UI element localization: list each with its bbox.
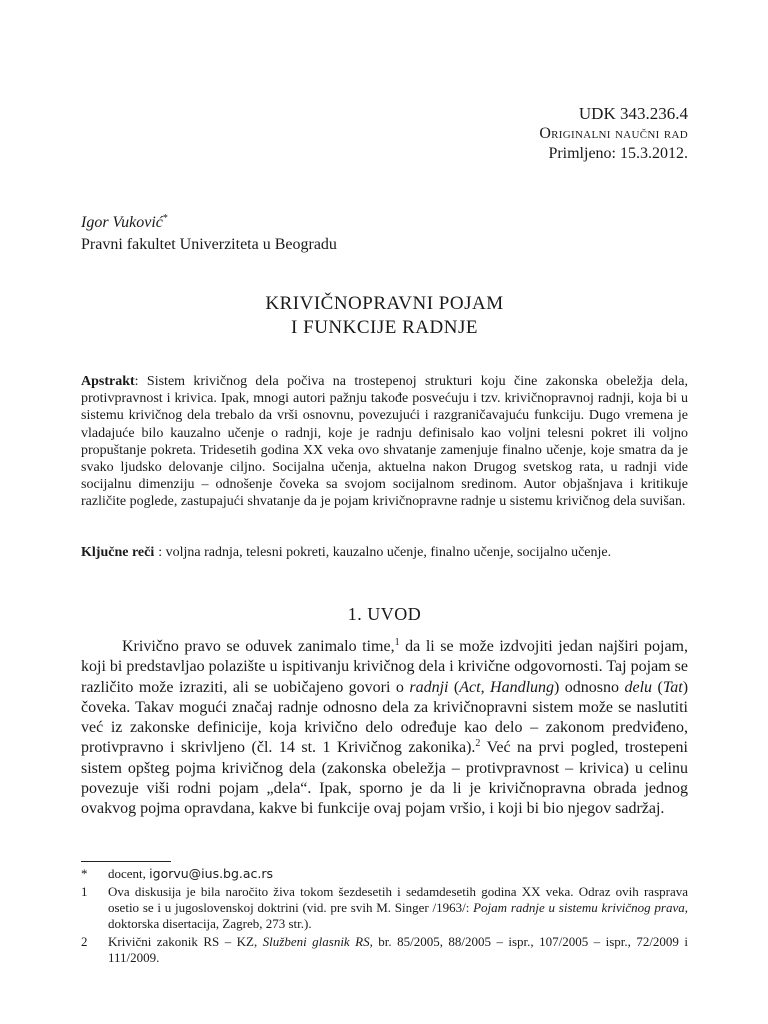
keywords-label: Ključne reči	[81, 545, 155, 560]
footnote-text: Krivični zakonik RS – KZ,	[108, 934, 263, 949]
body-text: Već na prvi pogled, trostepeni sistem opšteg pojma krivičnog dela (zakonska obeležja – protivpravnost – krivica) u celinu povezuje viši rodni pojam „dela“. Ipak, sporno je da li je krivičnopravna obrada jednog ovakvog pojma opravdana, kakve bi funkcije ovaj pojam vršio, i koji bi bio njegov sadržaj.	[81, 739, 688, 818]
body-text: ,	[480, 678, 491, 696]
footnote-text: docent,	[108, 866, 150, 881]
body-text: ) čoveka. Takav mogući značaj radnje odnosno dela za krivičnopravni sistem može se naslutiti već iz zakonske definicije, koja krivično delo određuje kao delo – zakonom predviđeno, protivpravno i skrivljeno (čl. 14 st. 1 Krivičnog zakonika).	[81, 678, 689, 757]
abstract	[81, 373, 688, 511]
italic-term: delu	[624, 678, 653, 696]
article-metadata	[539, 104, 688, 164]
footnote-text: , br. 85/2005, 88/2005 – ispr., 107/2005 – ispr., 72/2009 i 111/2009.	[108, 934, 688, 965]
footnote-separator	[81, 861, 171, 862]
author-block	[81, 208, 337, 256]
italic-term: Tat	[662, 678, 683, 696]
body-text: da li se može izdvojiti jedan najširi pojam, koji bi predstavljao polazište u ispitivanju krivičnog dela i krivične odgovornosti. Taj pojam se različito može izraziti, ali se uobičajeno govori o	[81, 638, 689, 696]
article-type: Originalni naučni rad	[539, 125, 688, 142]
footnote-italic: Pojam radnje u sistemu krivičnog prava	[473, 900, 685, 915]
body-text: ) odnosno	[554, 678, 625, 696]
udk-code: UDK 343.236.4	[578, 104, 688, 123]
italic-term: Handlung	[490, 678, 555, 696]
footnote-ref-1[interactable]: 1	[394, 637, 400, 648]
footnotes	[81, 866, 688, 968]
article-title	[81, 292, 688, 340]
footnote-mark: 2	[81, 934, 88, 949]
body-text: (	[448, 678, 460, 696]
footnote-mark: *	[81, 866, 88, 881]
received-date: Primljeno: 15.3.2012.	[548, 145, 688, 162]
abstract-label: Apstrakt	[81, 374, 135, 389]
footnote-ref-2[interactable]: 2	[475, 738, 481, 750]
section-heading: 1. UVOD	[347, 604, 422, 624]
keywords-text: : voljna radnja, telesni pokreti, kauzalno učenje, finalno učenje, socijalno učenje.	[158, 545, 612, 560]
author-footnote-marker: *	[162, 213, 168, 224]
footnote-italic: Službeni glasnik RS	[262, 934, 370, 949]
footnote-2	[81, 934, 688, 966]
author-email-link[interactable]: igorvu@ius.bg.ac.rs	[149, 866, 274, 881]
title-line-2: I FUNKCIJE RADNJE	[291, 317, 478, 338]
keywords	[81, 544, 688, 561]
abstract-text: : Sistem krivičnog dela počiva na trostepenoj strukturi koju čine zakonska obeležja dela, protivpravnost i krivica. Ipak, mnogi autori pažnju takođe posvećuju i tzv. krivičnopravnoj radnji, koja bi u sistemu krivičnog dela trebalo da vrši osnovnu, povezujući i razgraničavajuću funkciju. Dugo vremena je vladajuće bilo kauzalno učenje o radnji, koje je radnju definisalo kao voljni telesni pokret ili voljno propuštanje pokreta. Tridesetih godina XX veka ovo shvatanje zamenjuje finalno učenje, koje smatra da je svako ljudsko delovanje ciljno. Socijalna učenja, aktuelna nakon Drugog svetskog rata, u radnji vide socijalnu dimenziju – odnošenje čoveka sa svojom socijalnom sredinom. Autor objašnjava i kritikuje različite poglede, zastupajući shvatanje da je pojam krivičnopravne radnje u sistemu krivičnog dela suvišan.	[81, 374, 688, 510]
footnote-mark: 1	[81, 884, 88, 899]
footnote-author	[81, 866, 688, 882]
author-affiliation: Pravni fakultet Univerziteta u Beogradu	[81, 236, 337, 253]
title-line-1: KRIVIČNOPRAVNI POJAM	[265, 293, 504, 314]
article-page	[81, 0, 688, 1024]
footnote-1	[81, 884, 688, 932]
footnote-text: Ova diskusija je bila naročito živa tokom šezdesetih i sedamdesetih godina XX veka. Odraz ovih rasprava osetio se i u jugoslovenskoj doktrini (vid. pre svih M. Singer /1963/:	[108, 884, 688, 915]
body-text: Krivično pravo se oduvek zanimalo time,	[122, 638, 395, 655]
author-name: Igor Vuković	[81, 214, 163, 231]
italic-term: radnji	[409, 678, 449, 696]
body-text: (	[652, 678, 663, 696]
body-paragraph	[81, 637, 688, 820]
italic-term: Act	[459, 678, 481, 696]
footnote-text: , doktorska disertacija, Zagreb, 273 str.).	[108, 900, 688, 931]
